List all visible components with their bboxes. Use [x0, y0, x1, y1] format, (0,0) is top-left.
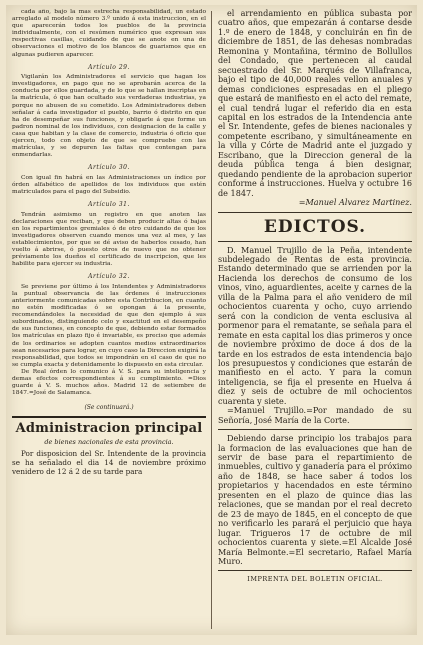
column-divider: [211, 11, 212, 629]
right-column: [218, 9, 412, 631]
edict-2-text: Debiendo darse principio los trabajos para la formacion de las evaluaciones que han de servir de base para el repartimiento de inmuebles, cultivo y ganadería para el próximo año de 1848, se hace saber á todos los propietarios y hacendados en este término presenten en el plazo de quince dias las relaciones, que se mandan por el real decreto de 23 de mayo de 1845, en el concepto de que no verificarlo les parará el perjuicio que haya lugar. Trigueros 17 de octubre de mil ochocientos cuarenta y siete.=El Alcalde José María Belmonte.=El secretario, Rafael María Muro.: [218, 433, 412, 567]
continued-text: el arrendamiento en pública subasta por cuatro años, que empezarán á contarse desde 1.º de enero de 1848, y concluirán en fin de diciembre de 1851, de las dehesas nombradas Remonina y Montañina, término de Bollullos del Condado, que pertenecen al caudal secuestrado del Sr. Marqués de Villafranca, bajo el tipo de 40,000 reales vellon anuales y demas condiciones espresadas en el pliego que estará de manifiesto en el acto del remate, el cual tendrá lugar el referido dia en esta capital en los estrados de la Intendencia ante el Sr. Intendente, gefes de bienes nacionales y competente escribano, y simultáneamente en la villa y Córte de Madrid ante el juzgado y Escribano, que la Direccion general de la deuda pública tenga á bien designar, quedando pendiente de la aprobacion superior conforme á instrucciones. Huelva y octubre 16 de 1847.: [218, 9, 412, 198]
admin-title: Administracion principal: [15, 421, 203, 437]
edictos-rule-top: [218, 212, 412, 213]
footer-rule: [218, 570, 412, 571]
closing-paragraph: De Real órden lo comunico á V. S. para su inteligencia y demas efectos correspondientes á su cumplimiento. =Dios guarde á V. S. muchos años. Madrid 12 de setiembre de 1847.=José de Salamanca.: [12, 368, 206, 397]
article-29-heading: Artículo 29.: [88, 63, 130, 71]
left-column: [12, 9, 206, 631]
article-32-heading: Artículo 32.: [88, 273, 130, 281]
edictos-rule-bottom: [218, 241, 412, 242]
edict-separator: [218, 429, 412, 430]
article-30-heading: Artículo 30.: [88, 164, 130, 172]
to-be-continued: (Se continuará.): [84, 404, 134, 412]
article-31-text: Tendrán asimismo un registro en que anoten las declaraciones que reciban, y que deben producir altas ó bajas en los repartimientos gremiales ó de otro cuidando de que los investigadores observen cuando menos una vez al mes, y las establecimientos, por que se dé aviso de haberlos cesado, han vuelto á abrirse, ó puesto otros de nuevo que no obtener préviamente los dueños el certificado de inscripcion, que les habilite para ejercer su industria.: [12, 211, 206, 268]
section-rule: [12, 416, 206, 418]
printer-footer: IMPRENTA DEL BOLETIN OFICIAL.: [247, 575, 383, 584]
edict-1-text: D. Manuel Trujillo de la Peña, intendente subdelegado de Rentas de esta provincia. Estando determinado que se arrienden por la Hacienda los derechos de consumo de los vinos, vino, aguardientes, aceite y carnes de la villa de la Palma para el año venidero de mil ochocientos cuarenta y ocho, cuyo arriendo será con la condicion de venta esclusiva al pormenor para el rematante, se señala para el remate en esta capital los dias primeros y once de noviembre próximo de doce á dos de la tarde en los estrados de esta intendencia bajo los presupuestos y condiciones que estarán de manifiesto en el acto. Y para la comun inteligencia, se fija el presente en Huelva á diez y seis de octubre de mil ochocientos cuarenta y siete.: [218, 244, 412, 406]
admin-text: Por disposicion del Sr. Intendente de la provincia se ha señalado el dia 14 de noviembre próximo venidero de 12 á 2 de su tarde para: [12, 449, 206, 476]
admin-subtitle: de bienes nacionales de esta provincia.: [44, 438, 174, 447]
article-30-text: Con igual fin habrá en las Administraciones un índice por órden alfabético de apellidos de los individuos que estén matriculados para el pago del Subsidio.: [12, 174, 206, 195]
article-31-heading: Artículo 31.: [88, 201, 130, 209]
newspaper-page: [6, 5, 417, 635]
edict-1-signature: =Manuel Trujillo.=Por mandado de su Señoría, José María de la Corte.: [218, 405, 412, 425]
article-29-text: Vigilarán los Administradores el servicio que hagan los investigadores, en pago que no se aprobarán acerca de la conducta por ellos guardada, y de lo que se hallan inscriptas en la matrícula, ó que han ocultado sus verdaderas industrias, ya porque no abusen de su cometido. Los Administradores deben señalar á cada investigador el pueblo, barrio ó distrito en que ha de desempeñar sus funciones, y obligarle á que forme un padron nominal de los individuos, con designacion de la calle y casa que habitan y la clase de comercio, industria ó oficio que ejercen, todo con objeto de que se compruebe con las matrículas, y se depuren las faltas que contengan para enmendarlas.: [12, 74, 206, 159]
article-32-text: Se previene por último á los Intendentes y Administradores la puntual observancia de las órdenes é instrucciones anteriormente comunicadas sobre esta Contribucion, en cuanto no estén modificadas ó se opongan á la presente, recomendándoles la necesidad de que den ejemplo á sus subordinados, distinguiendo celo y exactitud en el desempeño de sus funciones, en concepto de que, debiendo estar formados los matrículas en plazo fijo é invariable, es preciso que además de los ordinarios se adopten cuantos medios extraordinarios sean necesarios para lograr, en cuyo caso la Direccion exigirá la responsabilidad, que todos se impondrán en el caso de que no se cumpla exacta y detenidamente lo dispuesto en esta circular.: [12, 283, 206, 368]
continued-signature: =Manuel Alvarez Martinez.: [298, 197, 412, 208]
edictos-heading: EDICTOS.: [263, 216, 367, 237]
intro-paragraph: cada año, bajo la mas estrecha responsabilidad, un estado arreglado al modelo número 3.º unido á esta instruccion, en el que aparecerán todos los pueblos de la provincia individualmente, con el resúmen numérico que expresan sus respectivas casillas, cuidando de que se anote en una de observaciones el motivo de los blancos de guarismos que en algunas pudieren aparecer.: [12, 9, 206, 58]
